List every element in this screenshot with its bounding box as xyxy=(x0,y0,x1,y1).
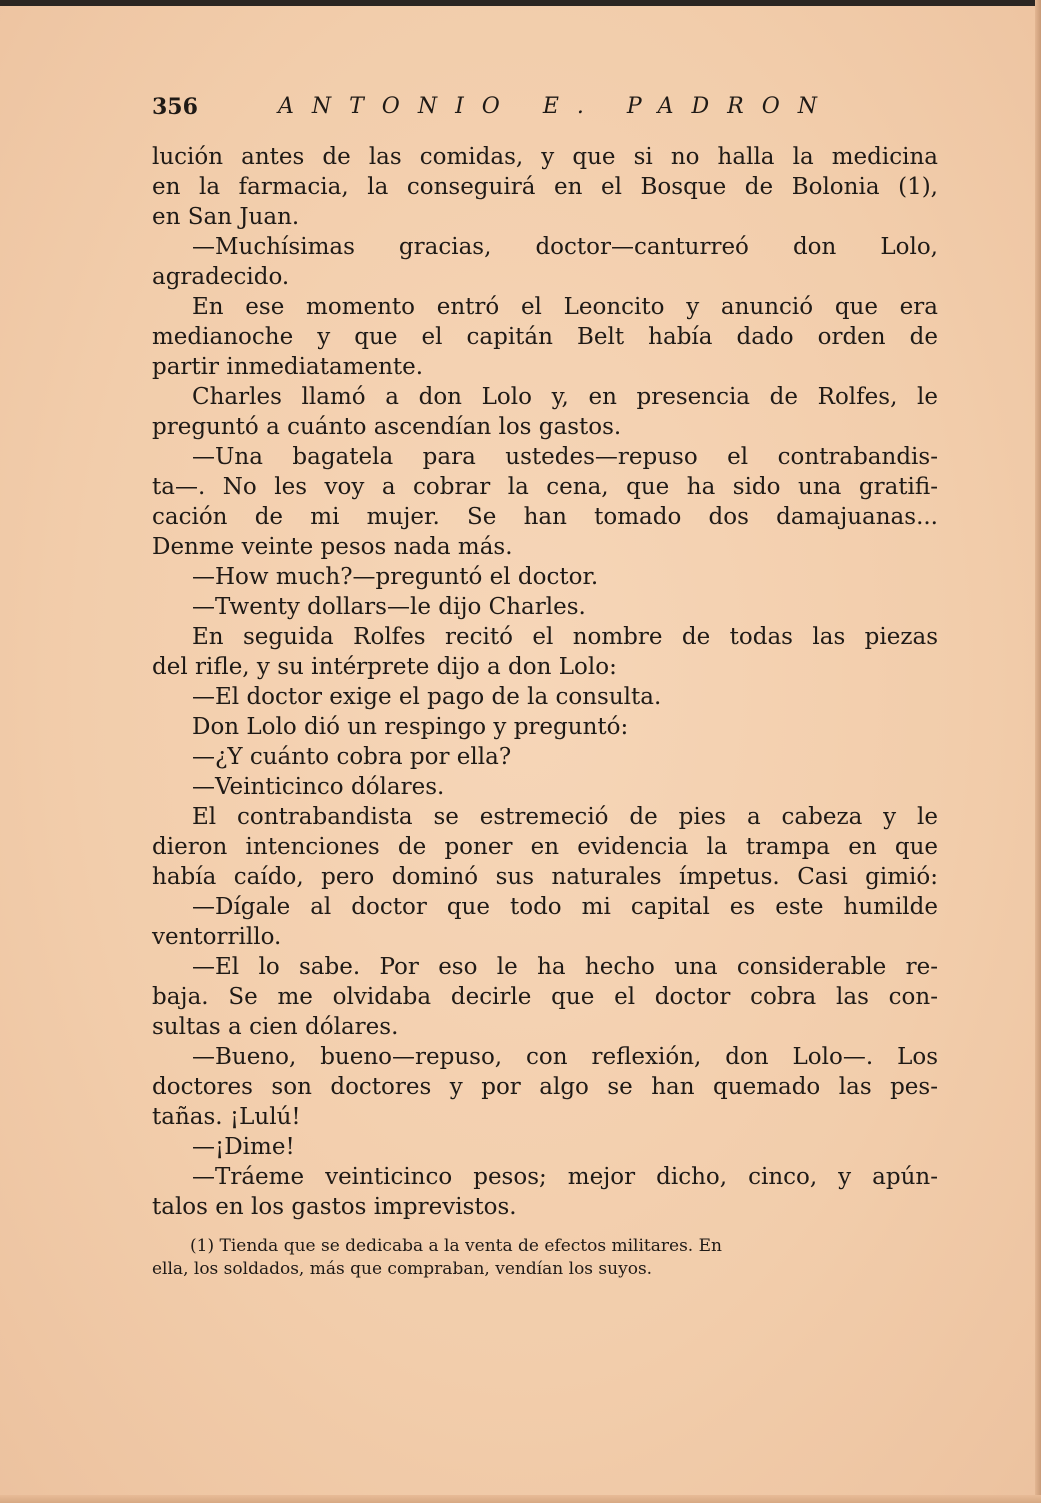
text-line: había caído, pero dominó sus naturales ímpetus. Casi gimió: xyxy=(152,864,938,890)
text-line: doctores son doctores y por algo se han quemado las pes- xyxy=(152,1074,938,1100)
text-line: agradecido. xyxy=(152,264,290,290)
text-line: preguntó a cuánto ascendían los gastos. xyxy=(152,414,622,440)
text-line: Denme veinte pesos nada más. xyxy=(152,534,513,560)
footnote-line: (1) Tienda que se dedicaba a la venta de efectos militares. En xyxy=(190,1236,722,1256)
text-line: ventorrillo. xyxy=(152,924,282,950)
text-line: —Dígale al doctor que todo mi capital es este humilde xyxy=(192,894,938,920)
text-line: dieron intenciones de poner en evidencia la trampa en que xyxy=(152,834,938,860)
text-line: en la farmacia, la conseguirá en el Bosque de Bolonia (1), xyxy=(152,174,938,200)
text-line: En seguida Rolfes recitó el nombre de todas las piezas xyxy=(192,624,938,650)
text-line: cación de mi mujer. Se han tomado dos damajuanas... xyxy=(152,504,938,530)
page-header xyxy=(152,94,942,120)
text-line: en San Juan. xyxy=(152,204,300,230)
text-line: —Una bagatela para ustedes—repuso el contrabandis- xyxy=(192,444,938,470)
text-line: tañas. ¡Lulú! xyxy=(152,1104,301,1130)
text-line: En ese momento entró el Leoncito y anunció que era xyxy=(192,294,938,320)
text-line: —¡Dime! xyxy=(192,1134,295,1160)
page-bottom-edge xyxy=(0,1495,1041,1503)
text-line: ta—. No les voy a cobrar la cena, que ha sido una gratifi- xyxy=(152,474,938,500)
running-head: ANTONIO E. PADRON xyxy=(278,94,836,119)
text-line: —Muchísimas gracias, doctor—canturreó don Lolo, xyxy=(192,234,938,260)
body-text xyxy=(152,142,938,1222)
text-line: partir inmediatamente. xyxy=(152,354,424,380)
text-line: —El doctor exige el pago de la consulta. xyxy=(192,684,662,710)
page-number: 356 xyxy=(152,94,198,120)
text-line: sultas a cien dólares. xyxy=(152,1014,399,1040)
text-line: del rifle, y su intérprete dijo a don Lolo: xyxy=(152,654,617,680)
footnote xyxy=(152,1235,938,1281)
text-line: baja. Se me olvidaba decirle que el doctor cobra las con- xyxy=(152,984,938,1010)
text-line: —Bueno, bueno—repuso, con reflexión, don Lolo—. Los xyxy=(192,1044,938,1070)
text-line: El contrabandista se estremeció de pies a cabeza y le xyxy=(192,804,938,830)
text-line: —El lo sabe. Por eso le ha hecho una considerable re- xyxy=(192,954,938,980)
text-line: Charles llamó a don Lolo y, en presencia de Rolfes, le xyxy=(192,384,938,410)
footnote-line: ella, los soldados, más que compraban, vendían los suyos. xyxy=(152,1259,653,1279)
page-top-edge xyxy=(0,0,1041,6)
text-line: lución antes de las comidas, y que si no halla la medicina xyxy=(152,144,938,170)
text-line: —Twenty dollars—le dijo Charles. xyxy=(192,594,586,620)
text-line: —How much?—preguntó el doctor. xyxy=(192,564,599,590)
text-line: —Veinticinco dólares. xyxy=(192,774,445,800)
text-line: —¿Y cuánto cobra por ella? xyxy=(192,744,512,770)
text-line: Don Lolo dió un respingo y preguntó: xyxy=(192,714,629,740)
text-line: talos en los gastos imprevistos. xyxy=(152,1194,517,1220)
text-line: medianoche y que el capitán Belt había dado orden de xyxy=(152,324,938,350)
text-line: —Tráeme veinticinco pesos; mejor dicho, cinco, y apún- xyxy=(192,1164,938,1190)
page-right-edge xyxy=(1035,0,1041,1503)
